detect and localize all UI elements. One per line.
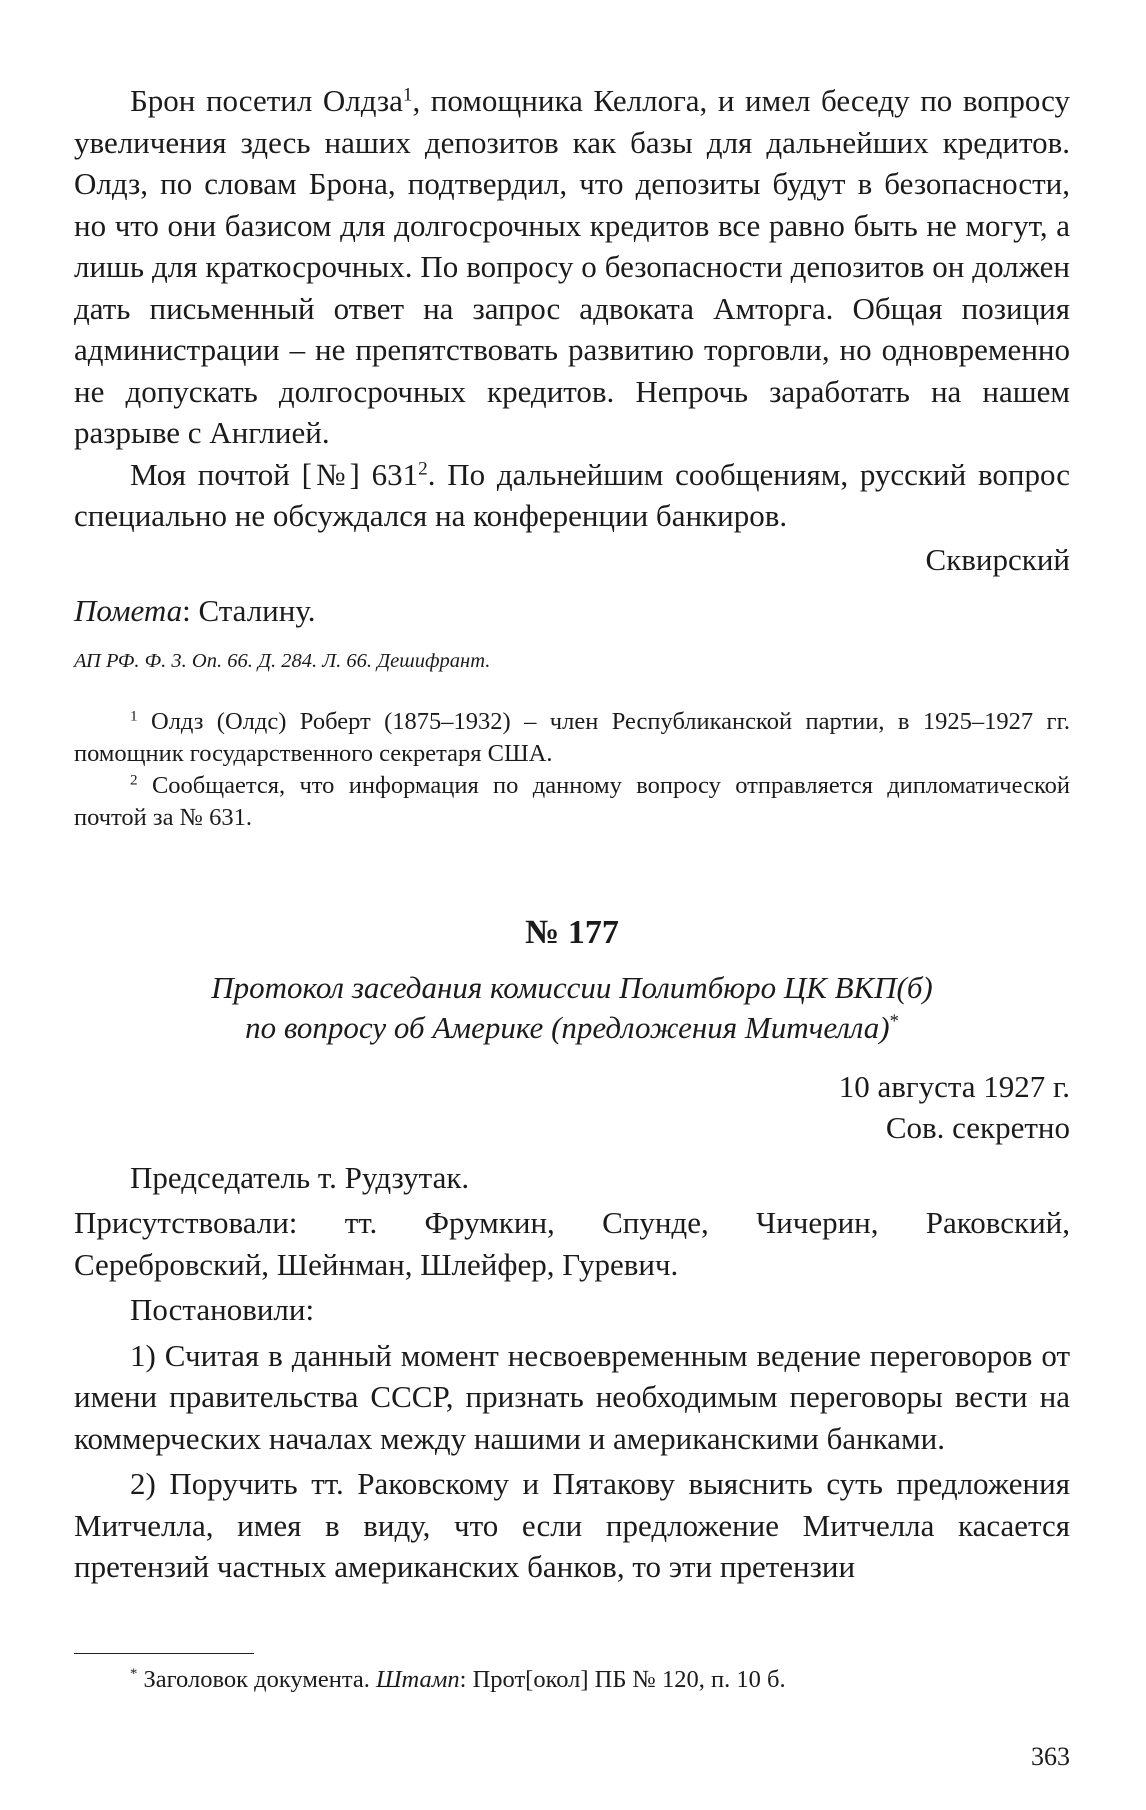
title-footnote: [74, 1664, 1070, 1696]
title-line-2: по вопросу об Америке (предложения Митчелла): [245, 1009, 890, 1045]
notation-label: Помета: [74, 593, 183, 628]
resolved-heading: Постановили:: [130, 1292, 315, 1327]
classification: Сов. секретно: [885, 1110, 1070, 1145]
notation-text: : Сталину.: [182, 593, 316, 628]
footnote-text: Олдз (Олдс) Роберт (1875–1932) – член Республиканской партии, в 1925–1927 гг. помощник государственного секретаря США.: [74, 707, 1070, 767]
signature: Сквирский: [925, 541, 1070, 577]
paragraph-text: , помощника Келлога, и имел беседу по вопросу увеличения здесь наших депозитов как базы для дальнейших кредитов. Олдз, по словам Брона, подтвердил, что депозиты будут в безопасности, но что они базисом для долгосрочных кредитов все равно быть не могут, а лишь для краткосрочных. По вопросу о безопасности депозитов он должен дать письменный ответ на запрос адвоката Амторга. Общая позиция администрации – не препятствовать развитию торговли, но одновременно не допускать долгосрочных кредитов. Непрочь заработать на нашем разрыве с Англией.: [74, 83, 1070, 450]
paragraph-text: . По дальнейшим сообщениям, русский вопрос специально не обсуждался на конференции банкиров.: [74, 456, 1070, 533]
footnote-number: 1: [130, 707, 138, 725]
attendees: Присутствовали: тт. Фрумкин, Спунде, Чичерин, Раковский, Серебровский, Шейнман, Шлейфер, Гуревич.: [74, 1205, 1070, 1282]
footnote-text: Сообщается, что информация по данному вопросу отправляется дипломатической почтой за № 631.: [74, 771, 1070, 831]
footnotes: [74, 706, 1070, 834]
footnote-number: 2: [130, 771, 138, 789]
title-footnote-mark[interactable]: *: [889, 1010, 899, 1032]
footnote-ref-2[interactable]: 2: [418, 457, 428, 479]
notation: [74, 590, 1070, 632]
paragraph-mail: [74, 454, 1070, 537]
paragraph-bron-visit: [74, 80, 1070, 454]
chairman: Председатель т. Рудзутак.: [130, 1159, 470, 1195]
title-line-1: Протокол заседания комиссии Политбюро ЦК ВКП(б): [211, 969, 933, 1005]
archive-reference: АП РФ. Ф. 3. Оп. 66. Д. 284. Л. 66. Дешифрант.: [74, 649, 491, 672]
paragraph-lead: Брон посетил Олдза: [130, 83, 403, 118]
footnote-1: [74, 706, 1070, 770]
footnote-divider: [74, 1653, 254, 1654]
footnote-text: Заголовок документа.: [137, 1666, 376, 1693]
document-date: 10 августа 1927 г.: [838, 1068, 1070, 1104]
document-number: № 177: [525, 913, 619, 951]
paragraph-lead: Моя почтой [№] 631: [130, 456, 419, 492]
footnote-ref-1[interactable]: 1: [402, 84, 413, 106]
resolution-item-1: 1) Считая в данный момент несвоевременным ведение переговоров от имени правительства СССР, признать необходимым переговоры вести на коммерческих началах между нашими и американскими банками.: [74, 1337, 1070, 1456]
document-title: [74, 968, 1070, 1048]
page-number: 363: [1031, 1742, 1070, 1771]
resolution-item-2: 2) Поручить тт. Раковскому и Пятакову выяснить суть предложения Митчелла, имея в виду, что если предложение Митчелла касается претензий частных американских банков, то эти претензии: [74, 1466, 1070, 1584]
footnote-text-end: : Прот[окол] ПБ № 120, п. 10 б.: [459, 1666, 786, 1693]
footnote-2: [74, 770, 1070, 834]
stamp-label: Штамп: [375, 1666, 460, 1693]
footnote-mark: *: [130, 1666, 138, 1683]
date-block: [74, 1066, 1070, 1149]
page-body: [74, 80, 1070, 1588]
